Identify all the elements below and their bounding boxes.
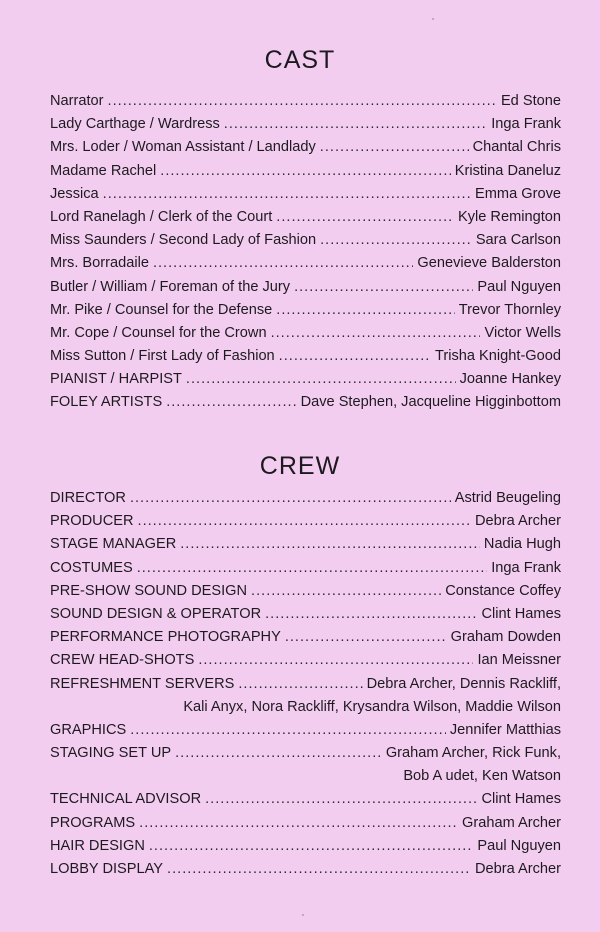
cast-name: Genevieve Balderston (417, 255, 561, 272)
cast-name: Dave Stephen, Jacqueline Higginbottom (300, 394, 561, 411)
crew-role: CREW HEAD-SHOTS (50, 652, 195, 669)
dot-leader (320, 232, 472, 248)
crew-name: Clint Hames (481, 791, 561, 808)
cast-role: Miss Sutton / First Lady of Fashion (50, 348, 275, 365)
crew-role: COSTUMES (50, 559, 133, 576)
dot-leader (139, 815, 458, 831)
paper-speck (432, 18, 434, 20)
cast-row (50, 325, 561, 348)
crew-name-continuation: Kali Anyx, Nora Rackliff, Krysandra Wilson, Maddie Wilson (183, 698, 561, 715)
cast-row (50, 116, 561, 139)
crew-name: Ian Meissner (477, 652, 561, 669)
cast-name: Chantal Chris (472, 139, 561, 156)
dot-leader (205, 791, 477, 807)
cast-row (50, 394, 561, 417)
cast-role: PIANIST / HARPIST (50, 371, 182, 388)
cast-name: Sara Carlson (475, 232, 561, 249)
crew-role: DIRECTOR (50, 490, 126, 506)
cast-role: Lady Carthage / Wardress (50, 116, 220, 133)
crew-role: PERFORMANCE PHOTOGRAPHY (50, 629, 281, 646)
crew-role: REFRESHMENT SERVERS (50, 675, 235, 692)
crew-role: TECHNICAL ADVISOR (50, 791, 202, 808)
dot-leader (137, 560, 488, 576)
crew-name: Debra Archer, Dennis Rackliff, (366, 675, 561, 692)
cast-name: Joanne Hankey (459, 371, 561, 388)
dot-leader (198, 652, 473, 668)
crew-row (50, 652, 561, 675)
cast-role: Mr. Cope / Counsel for the Crown (50, 324, 267, 341)
crew-name: Debra Archer (475, 861, 561, 877)
cast-heading: CAST (264, 46, 336, 74)
dot-leader (276, 209, 454, 225)
dot-leader (285, 629, 447, 645)
cast-row (50, 209, 561, 232)
dot-leader (138, 513, 472, 529)
crew-role: PROGRAMS (50, 814, 136, 831)
crew-name: Clint Hames (481, 605, 561, 622)
cast-role: Mrs. Borradaile (50, 255, 149, 272)
crew-row (50, 791, 561, 814)
dot-leader (130, 490, 451, 506)
cast-row (50, 255, 561, 278)
dot-leader (224, 116, 487, 132)
crew-name: Jennifer Matthias (449, 721, 561, 738)
crew-name: Inga Frank (491, 559, 561, 576)
cast-name: Victor Wells (484, 324, 561, 341)
cast-row (50, 279, 561, 302)
crew-row (50, 513, 561, 536)
crew-row (50, 490, 561, 513)
cast-name: Kristina Daneluz (454, 162, 561, 179)
crew-row (50, 536, 561, 559)
dot-leader (265, 606, 477, 622)
dot-leader (130, 722, 446, 738)
crew-row (50, 560, 561, 583)
crew-name: Nadia Hugh (483, 536, 561, 553)
cast-role: Mrs. Loder / Woman Assistant / Landlady (50, 139, 316, 156)
crew-heading: CREW (259, 452, 341, 480)
crew-list (50, 490, 561, 884)
cast-role: Narrator (50, 93, 104, 109)
dot-leader (186, 371, 456, 387)
cast-name: Trevor Thornley (458, 301, 561, 318)
crew-name-continuation: Bob A udet, Ken Watson (403, 768, 561, 785)
paper-speck (302, 914, 304, 916)
dot-leader (103, 186, 471, 202)
crew-row (50, 745, 561, 768)
cast-name: Trisha Knight-Good (435, 348, 561, 365)
cast-name: Inga Frank (491, 116, 561, 133)
dot-leader (271, 325, 481, 341)
cast-name: Emma Grove (475, 185, 561, 202)
crew-row (50, 838, 561, 861)
crew-name: Graham Dowden (450, 629, 561, 646)
cast-role: Madame Rachel (50, 162, 157, 179)
cast-row (50, 348, 561, 371)
dot-leader (294, 279, 473, 295)
cast-row (50, 232, 561, 255)
cast-row (50, 302, 561, 325)
cast-list (50, 93, 561, 418)
cast-name: Kyle Remington (457, 208, 561, 225)
cast-row (50, 186, 561, 209)
cast-role: Lord Ranelagh / Clerk of the Court (50, 208, 273, 225)
crew-row (50, 815, 561, 838)
cast-row (50, 93, 561, 116)
crew-row (50, 583, 561, 606)
crew-role: STAGE MANAGER (50, 536, 177, 553)
cast-row (50, 371, 561, 394)
dot-leader (153, 255, 413, 271)
dot-leader (108, 93, 497, 109)
cast-role: Butler / William / Foreman of the Jury (50, 278, 291, 295)
crew-role: STAGING SET UP (50, 745, 172, 762)
crew-role: GRAPHICS (50, 721, 127, 738)
dot-leader (160, 163, 450, 179)
cast-role: Jessica (50, 185, 99, 202)
crew-role: HAIR DESIGN (50, 837, 145, 854)
cast-role: Miss Saunders / Second Lady of Fashion (50, 232, 317, 249)
crew-role: SOUND DESIGN & OPERATOR (50, 605, 262, 622)
crew-role: PRE-SHOW SOUND DESIGN (50, 582, 248, 599)
dot-leader (167, 861, 471, 877)
crew-row (50, 722, 561, 745)
crew-name: Graham Archer, Rick Funk, (385, 745, 561, 762)
cast-row (50, 163, 561, 186)
crew-name: Paul Nguyen (477, 837, 561, 854)
dot-leader (166, 394, 296, 410)
crew-name: Constance Coffey (445, 582, 561, 599)
dot-leader (276, 302, 455, 318)
cast-role: Mr. Pike / Counsel for the Defense (50, 301, 273, 318)
dot-leader (320, 139, 469, 155)
crew-row (50, 606, 561, 629)
cast-row (50, 139, 561, 162)
crew-name: Astrid Beugeling (454, 490, 561, 506)
dot-leader (251, 583, 441, 599)
dot-leader (149, 838, 474, 854)
crew-name: Debra Archer (475, 513, 561, 530)
cast-role: FOLEY ARTISTS (50, 394, 163, 411)
cast-name: Ed Stone (500, 93, 561, 109)
crew-row (50, 676, 561, 699)
dot-leader (175, 745, 382, 761)
crew-row (50, 629, 561, 652)
crew-name: Graham Archer (462, 814, 561, 831)
crew-role: LOBBY DISPLAY (50, 861, 164, 877)
dot-leader (180, 536, 480, 552)
cast-name: Paul Nguyen (477, 278, 561, 295)
crew-role: PRODUCER (50, 513, 134, 530)
dot-leader (238, 676, 362, 692)
dot-leader (279, 348, 431, 364)
crew-row (50, 861, 561, 884)
